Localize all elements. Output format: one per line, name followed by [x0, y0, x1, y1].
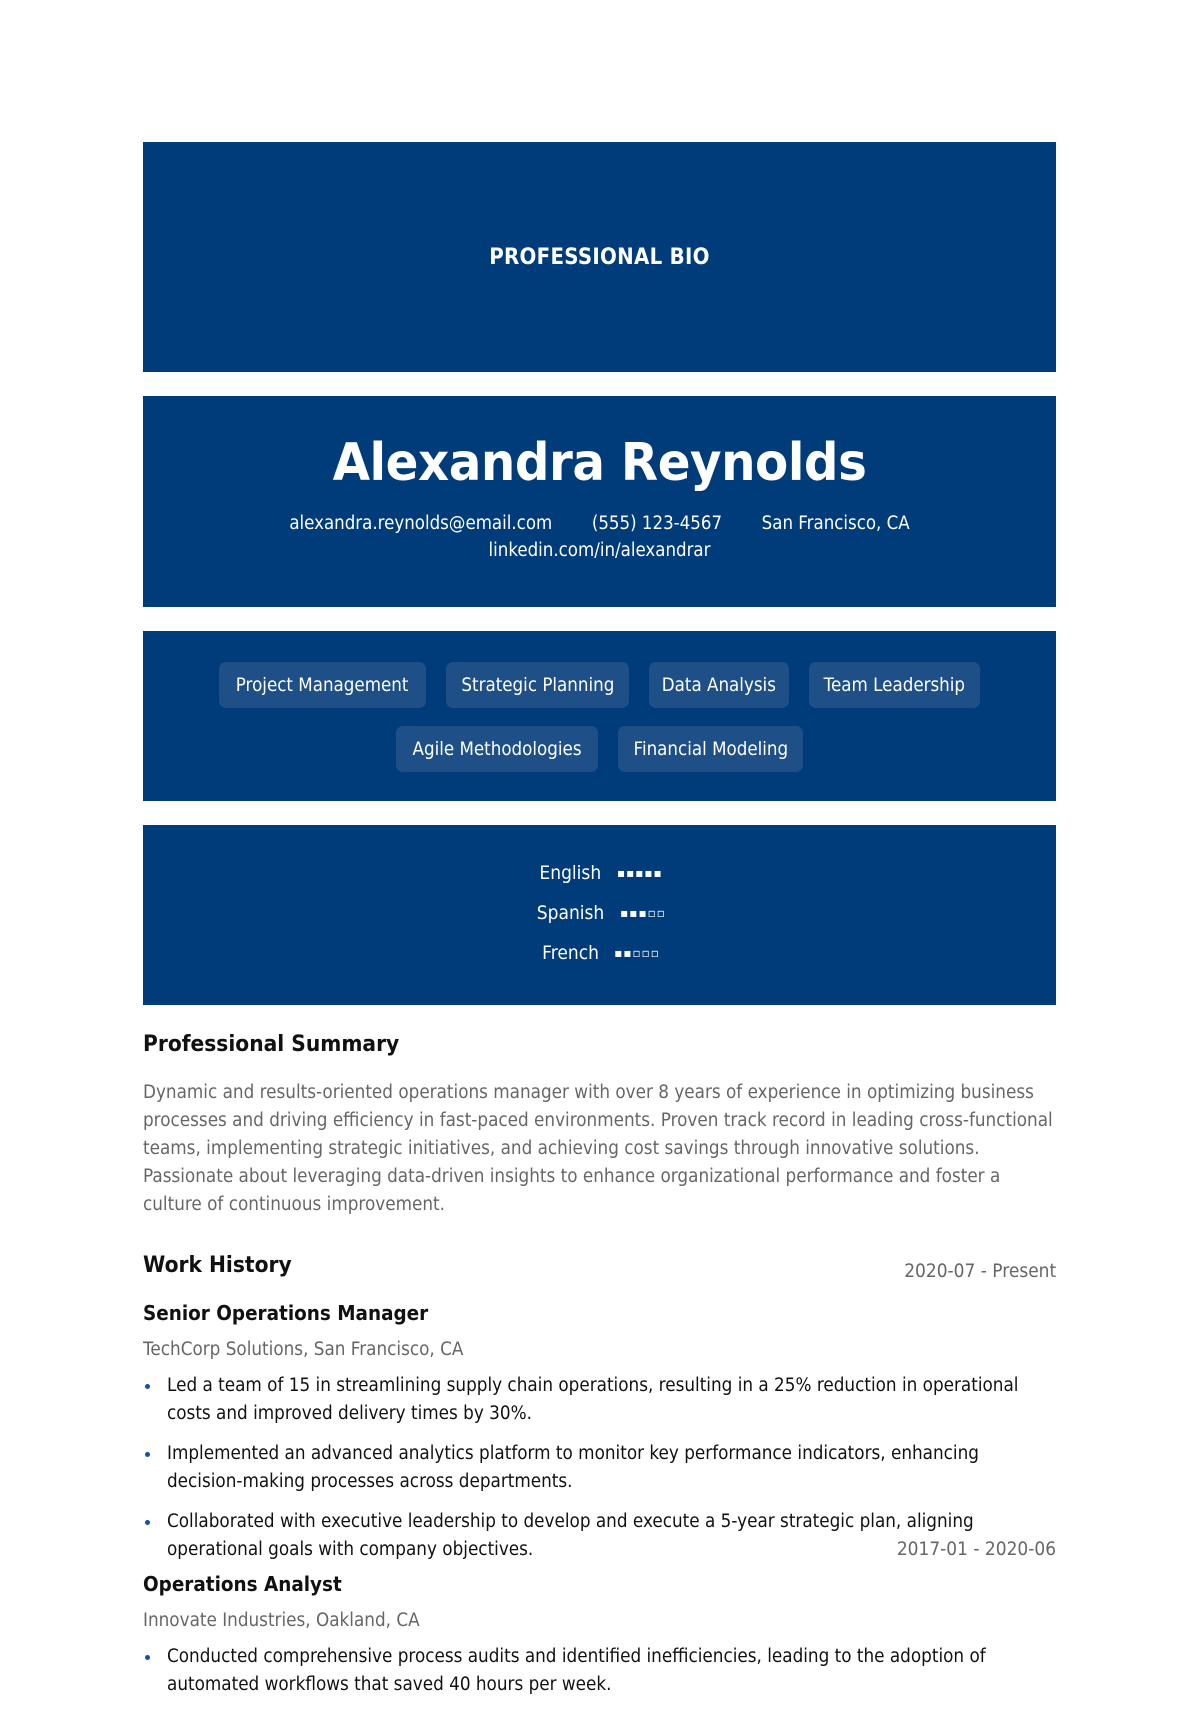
contact-info — [189, 510, 1011, 564]
skill-chip: Strategic Planning — [446, 662, 630, 708]
bullet-icon — [145, 1655, 150, 1660]
skill-chip: Agile Methodologies — [396, 726, 598, 772]
bullet-icon — [145, 1452, 150, 1457]
language-name: English — [539, 862, 602, 884]
proficiency-rating: ▪▪▫▫▫ — [614, 946, 660, 960]
summary-text: Dynamic and results-oriented operations manager with over 8 years of experience in optimizing business processes and driving efficiency in fast-paced environments. Proven track record in leading cross-functional teams, implementing strategic initiatives, and achieving cost savings through innovative solutions. Passionate about leveraging data-driven insights to enhance organizational performance and foster a culture of continuous improvement. — [143, 1082, 1053, 1215]
achievement-item: Implemented an advanced analytics platform to monitor key performance indicators, enhancing decision-making processes across departments. — [143, 1440, 1056, 1496]
achievement-item: Conducted comprehensive process audits and identified inefficiencies, leading to the adoption of automated workflows that saved 40 hours per week. — [143, 1643, 1056, 1699]
work-history-heading: Work History — [143, 1253, 292, 1278]
title-banner — [143, 142, 1056, 372]
job-entry — [143, 1570, 1056, 1699]
skill-chip: Team Leadership — [809, 662, 980, 708]
achievement-item: Collaborated with executive leadership to develop and execute a 5-year strategic plan, aligning operational goals with company objectives. — [143, 1508, 1056, 1564]
bullet-icon — [145, 1384, 150, 1389]
contact-location: San Francisco, CA — [761, 513, 910, 534]
profile-header — [143, 396, 1056, 607]
language-name: Spanish — [536, 902, 605, 924]
bullet-icon — [145, 1520, 150, 1525]
summary-section — [143, 1032, 1056, 1219]
language-item — [143, 933, 1056, 973]
job-company: Innovate Industries, Oakland, CA — [143, 1610, 420, 1631]
proficiency-rating: ▪▪▪▪▪ — [616, 866, 663, 880]
job-achievements — [143, 1372, 1056, 1564]
skills-section — [143, 631, 1056, 801]
contact-email[interactable]: alexandra.reynolds@email.com — [289, 513, 553, 534]
skills-row-2 — [143, 726, 1056, 772]
languages-section — [143, 825, 1056, 1005]
job-dates: 2020-07 - Present — [904, 1261, 1056, 1282]
summary-heading: Professional Summary — [143, 1032, 400, 1057]
person-name: Alexandra Reynolds — [332, 433, 867, 493]
resume-page — [143, 142, 1056, 1695]
proficiency-rating: ▪▪▪▫▫ — [620, 906, 666, 920]
contact-linkedin[interactable]: linkedin.com/in/alexandrar — [488, 540, 711, 561]
skill-chip: Project Management — [219, 662, 425, 708]
skill-chip: Financial Modeling — [618, 726, 804, 772]
language-name: French — [542, 942, 600, 964]
job-achievements — [143, 1643, 1056, 1699]
job-title: Operations Analyst — [143, 1572, 342, 1596]
work-history-header — [143, 1253, 1056, 1289]
job-dates: 2017-01 - 2020-06 — [896, 1539, 1056, 1560]
language-item — [143, 853, 1056, 893]
work-history-section — [143, 1253, 1056, 1711]
skills-row-1 — [143, 662, 1056, 708]
job-company: TechCorp Solutions, San Francisco, CA — [143, 1339, 464, 1360]
document-title: PROFESSIONAL BIO — [489, 244, 710, 270]
job-title: Senior Operations Manager — [143, 1301, 429, 1325]
achievement-item: Led a team of 15 in streamlining supply chain operations, resulting in a 25% reduction in operational costs and improved delivery times by 30%. — [143, 1372, 1056, 1428]
job-entry — [143, 1299, 1056, 1564]
contact-phone[interactable]: (555) 123-4567 — [591, 513, 723, 534]
skill-chip: Data Analysis — [649, 662, 789, 708]
language-item — [143, 893, 1056, 933]
